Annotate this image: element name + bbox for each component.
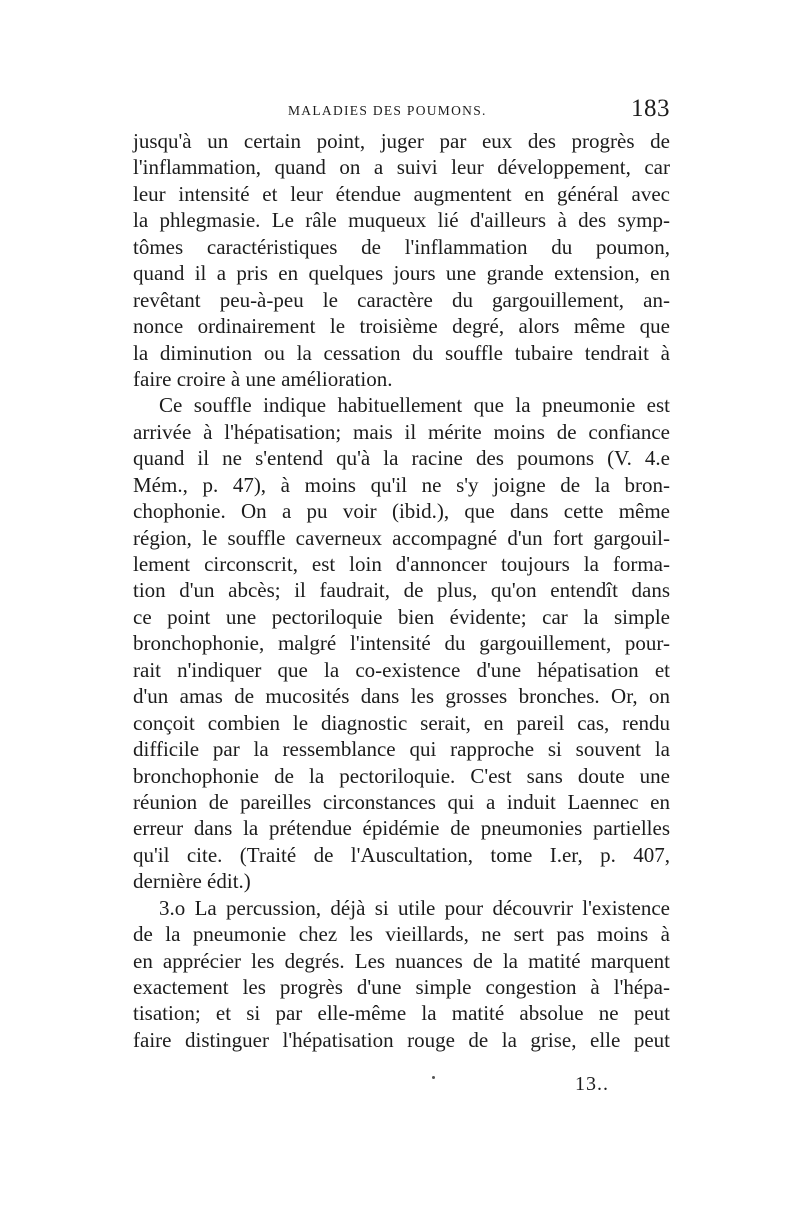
text-line: bronchophonie de la pectoriloquie. C'est sans doute une [133, 763, 670, 788]
text-line: chophonie. On a pu voir (ibid.), que dans cette même [133, 499, 670, 524]
paragraph-end-line: dernière édit.) [133, 869, 251, 894]
text-line: conçoit combien le diagnostic serait, en pareil cas, rendu [133, 710, 670, 735]
text-line: tion d'un abcès; il faudrait, de plus, qu'on entendît dans [133, 578, 670, 603]
text-line: réunion de pareilles circonstances qui a induit Laennec en [133, 789, 670, 814]
text-line: tômes caractéristiques de l'inflammation du poumon, [133, 234, 670, 259]
text-line: d'un amas de mucosités dans les grosses bronches. Or, on [133, 684, 670, 709]
page-number: 183 [631, 95, 670, 122]
text-line: l'inflammation, quand on a suivi leur développement, car [133, 155, 670, 180]
text-line: nonce ordinairement le troisième degré, alors même que [133, 314, 670, 339]
ink-speck [432, 1076, 435, 1079]
text-line: la diminution ou la cessation du souffle tubaire tendrait à [133, 340, 670, 365]
signature-mark: 13.. [575, 1073, 609, 1095]
paragraph-start-line: 3.o La percussion, déjà si utile pour découvrir l'existence [159, 895, 670, 920]
text-line: quand il ne s'entend qu'à la racine des poumons (V. 4.e [133, 446, 670, 471]
running-title: MALADIES DES POUMONS. [288, 103, 487, 118]
text-line: difficile par la ressemblance qui rapproche si souvent la [133, 737, 670, 762]
running-head [133, 95, 670, 125]
text-line: arrivée à l'hépatisation; mais il mérite moins de confiance [133, 419, 670, 444]
text-line: tisation; et si par elle-même la matité absolue ne peut [133, 1001, 670, 1026]
paragraph-end-line: faire croire à une amélioration. [133, 366, 393, 391]
text-line: leur intensité et leur étendue augmentent en général avec [133, 181, 670, 206]
text-line: quand il a pris en quelques jours une grande extension, en [133, 261, 670, 286]
text-line: erreur dans la prétendue épidémie de pneumonies partielles [133, 816, 670, 841]
text-line: faire distinguer l'hépatisation rouge de la grise, elle peut [133, 1027, 670, 1052]
paragraph-start-line: Ce souffle indique habituellement que la pneumonie est [159, 393, 670, 418]
text-line: en apprécier les degrés. Les nuances de la matité marquent [133, 948, 670, 973]
body-text [133, 128, 670, 1053]
text-line: jusqu'à un certain point, juger par eux des progrès de [133, 129, 670, 153]
text-line: qu'il cite. (Traité de l'Auscultation, tome I.er, p. 407, [133, 842, 670, 867]
text-line: bronchophonie, malgré l'intensité du gargouillement, pour- [133, 631, 670, 656]
text-line: exactement les progrès d'une simple congestion à l'hépa- [133, 975, 670, 999]
text-line: la phlegmasie. Le râle muqueux lié d'ailleurs à des symp- [133, 208, 670, 233]
text-line: de la pneumonie chez les vieillards, ne sert pas moins à [133, 922, 670, 947]
text-line: Mém., p. 47), à moins qu'il ne s'y joigne de la bron- [133, 472, 670, 497]
text-line: ce point une pectoriloquie bien évidente; car la simple [133, 604, 670, 629]
text-line: région, le souffle caverneux accompagné d'un fort gargouil- [133, 525, 670, 550]
text-line: lement circonscrit, est loin d'annoncer toujours la forma- [133, 552, 670, 576]
text-line: revêtant peu-à-peu le caractère du gargouillement, an- [133, 287, 670, 312]
text-line: rait n'indiquer que la co-existence d'une hépatisation et [133, 657, 670, 682]
